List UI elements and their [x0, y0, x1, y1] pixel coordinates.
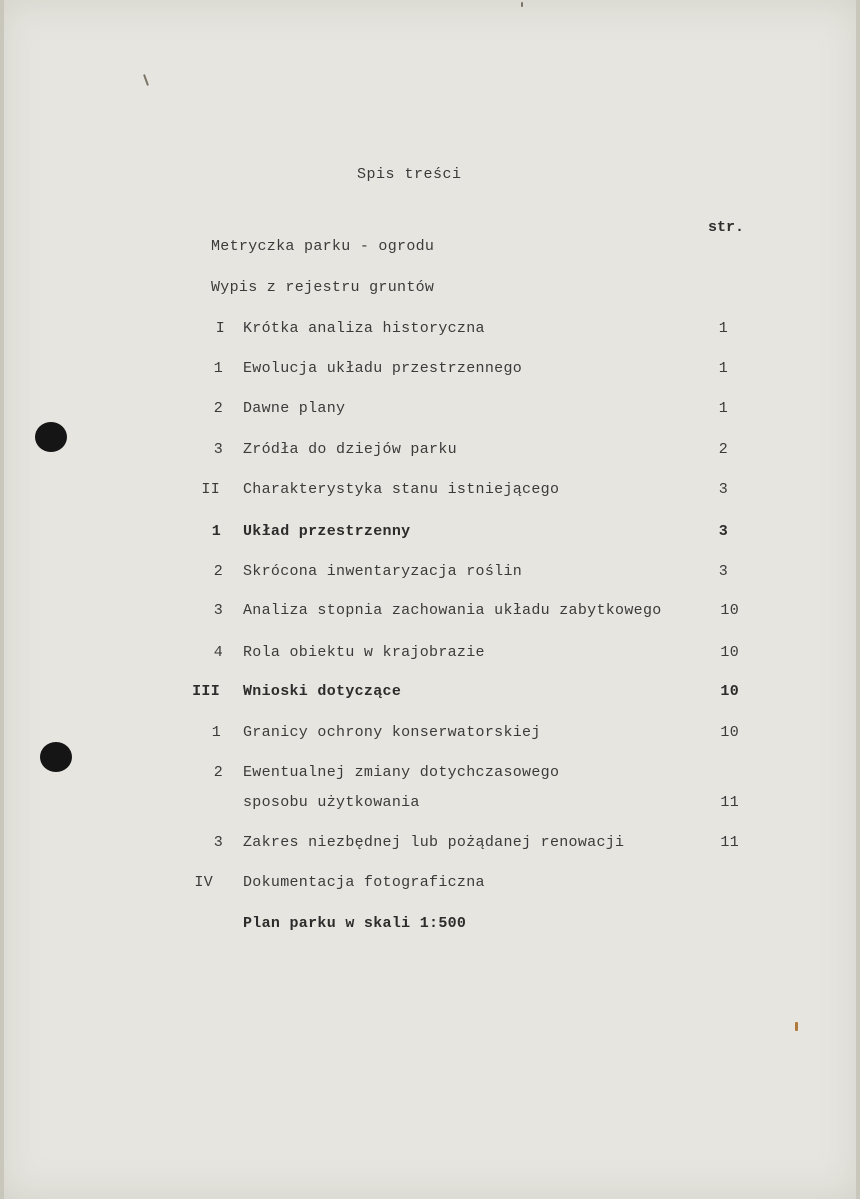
toc-entry: [0, 481, 860, 503]
page-left-edge: [0, 0, 4, 1199]
toc-entry-text: Granicy ochrony konserwatorskiej: [243, 724, 541, 741]
toc-entry: [0, 563, 860, 585]
toc-entry-page: 10: [720, 683, 739, 700]
toc-entry: [0, 320, 860, 342]
toc-entry: [0, 360, 860, 382]
toc-entry: [0, 683, 860, 705]
toc-entry-text: Krótka analiza historyczna: [243, 320, 485, 337]
toc-entry-text: Dawne plany: [243, 400, 346, 417]
paper-mark: [143, 74, 149, 86]
toc-entry: [0, 915, 860, 937]
toc-entry: [0, 834, 860, 856]
paper-mark: [795, 1022, 798, 1031]
toc-entry-text: Ewentualnej zmiany dotychczasowego: [243, 764, 560, 781]
toc-entry: [0, 441, 860, 463]
toc-entry-text: Analiza stopnia zachowania układu zabytkowego: [243, 602, 662, 619]
toc-entry-number: II: [201, 481, 220, 498]
toc-entry: [0, 400, 860, 422]
toc-entry-number: IV: [194, 874, 213, 891]
toc-entry-page: 10: [720, 602, 739, 619]
toc-entry-text: Wypis z rejestru gruntów: [211, 279, 435, 296]
toc-entry-number: 3: [213, 602, 223, 619]
toc-entry-page: 1: [718, 320, 728, 337]
page-right-edge: [856, 0, 860, 1199]
toc-entry: [0, 238, 860, 260]
toc-entry-number: III: [192, 683, 220, 700]
toc-entry-text: Ewolucja układu przestrzennego: [243, 360, 523, 377]
toc-entry-number: 2: [213, 563, 223, 580]
toc-entry-page: 1: [718, 360, 728, 377]
toc-entry-text: Zakres niezbędnej lub pożądanej renowacji: [243, 834, 625, 851]
toc-entry-number: 1: [211, 724, 221, 741]
toc-entry: [0, 602, 860, 624]
toc-entry-number: 2: [213, 764, 223, 781]
toc-entry: [0, 644, 860, 666]
toc-entry: [0, 523, 860, 545]
toc-entry-page: 1: [718, 400, 728, 417]
toc-entry-text: sposobu użytkowania: [243, 794, 420, 811]
toc-entry-page: 3: [718, 523, 728, 540]
toc-entry-number: 1: [211, 523, 221, 540]
toc-entry-number: 3: [213, 834, 223, 851]
toc-entry-page: 3: [718, 563, 728, 580]
page-title: Spis treści: [357, 166, 462, 183]
toc-entry-text: Rola obiektu w krajobrazie: [243, 644, 485, 661]
toc-entry-text: Układ przestrzenny: [243, 523, 411, 540]
toc-entry: [0, 764, 860, 786]
toc-entry-number: 2: [213, 400, 223, 417]
toc-entry-text: Plan parku w skali 1:500: [243, 915, 467, 932]
toc-entry: [0, 874, 860, 896]
page-column-header: str.: [708, 219, 745, 236]
toc-entry-page: 11: [720, 834, 739, 851]
toc-entry-number: I: [215, 320, 225, 337]
paper-mark: [521, 2, 523, 7]
toc-entry-text: Dokumentacja fotograficzna: [243, 874, 485, 891]
toc-entry-text: Skrócona inwentaryzacja roślin: [243, 563, 523, 580]
toc-entry-page: 11: [720, 794, 739, 811]
toc-entry-text: Metryczka parku - ogrodu: [211, 238, 435, 255]
toc-entry-page: 10: [720, 644, 739, 661]
toc-entry-number: 4: [213, 644, 223, 661]
toc-entry: [0, 794, 860, 816]
toc-entry-page: 2: [718, 441, 728, 458]
toc-entry-text: Zródła do dziejów parku: [243, 441, 457, 458]
toc-entry-number: 3: [213, 441, 223, 458]
toc-entry-text: Wnioski dotyczące: [243, 683, 402, 700]
toc-entry: [0, 279, 860, 301]
toc-entry-page: 3: [718, 481, 728, 498]
punch-hole: [40, 742, 72, 772]
toc-entry-page: 10: [720, 724, 739, 741]
toc-entry-text: Charakterystyka stanu istniejącego: [243, 481, 560, 498]
toc-entry: [0, 724, 860, 746]
punch-hole: [35, 422, 67, 452]
toc-entry-number: 1: [213, 360, 223, 377]
